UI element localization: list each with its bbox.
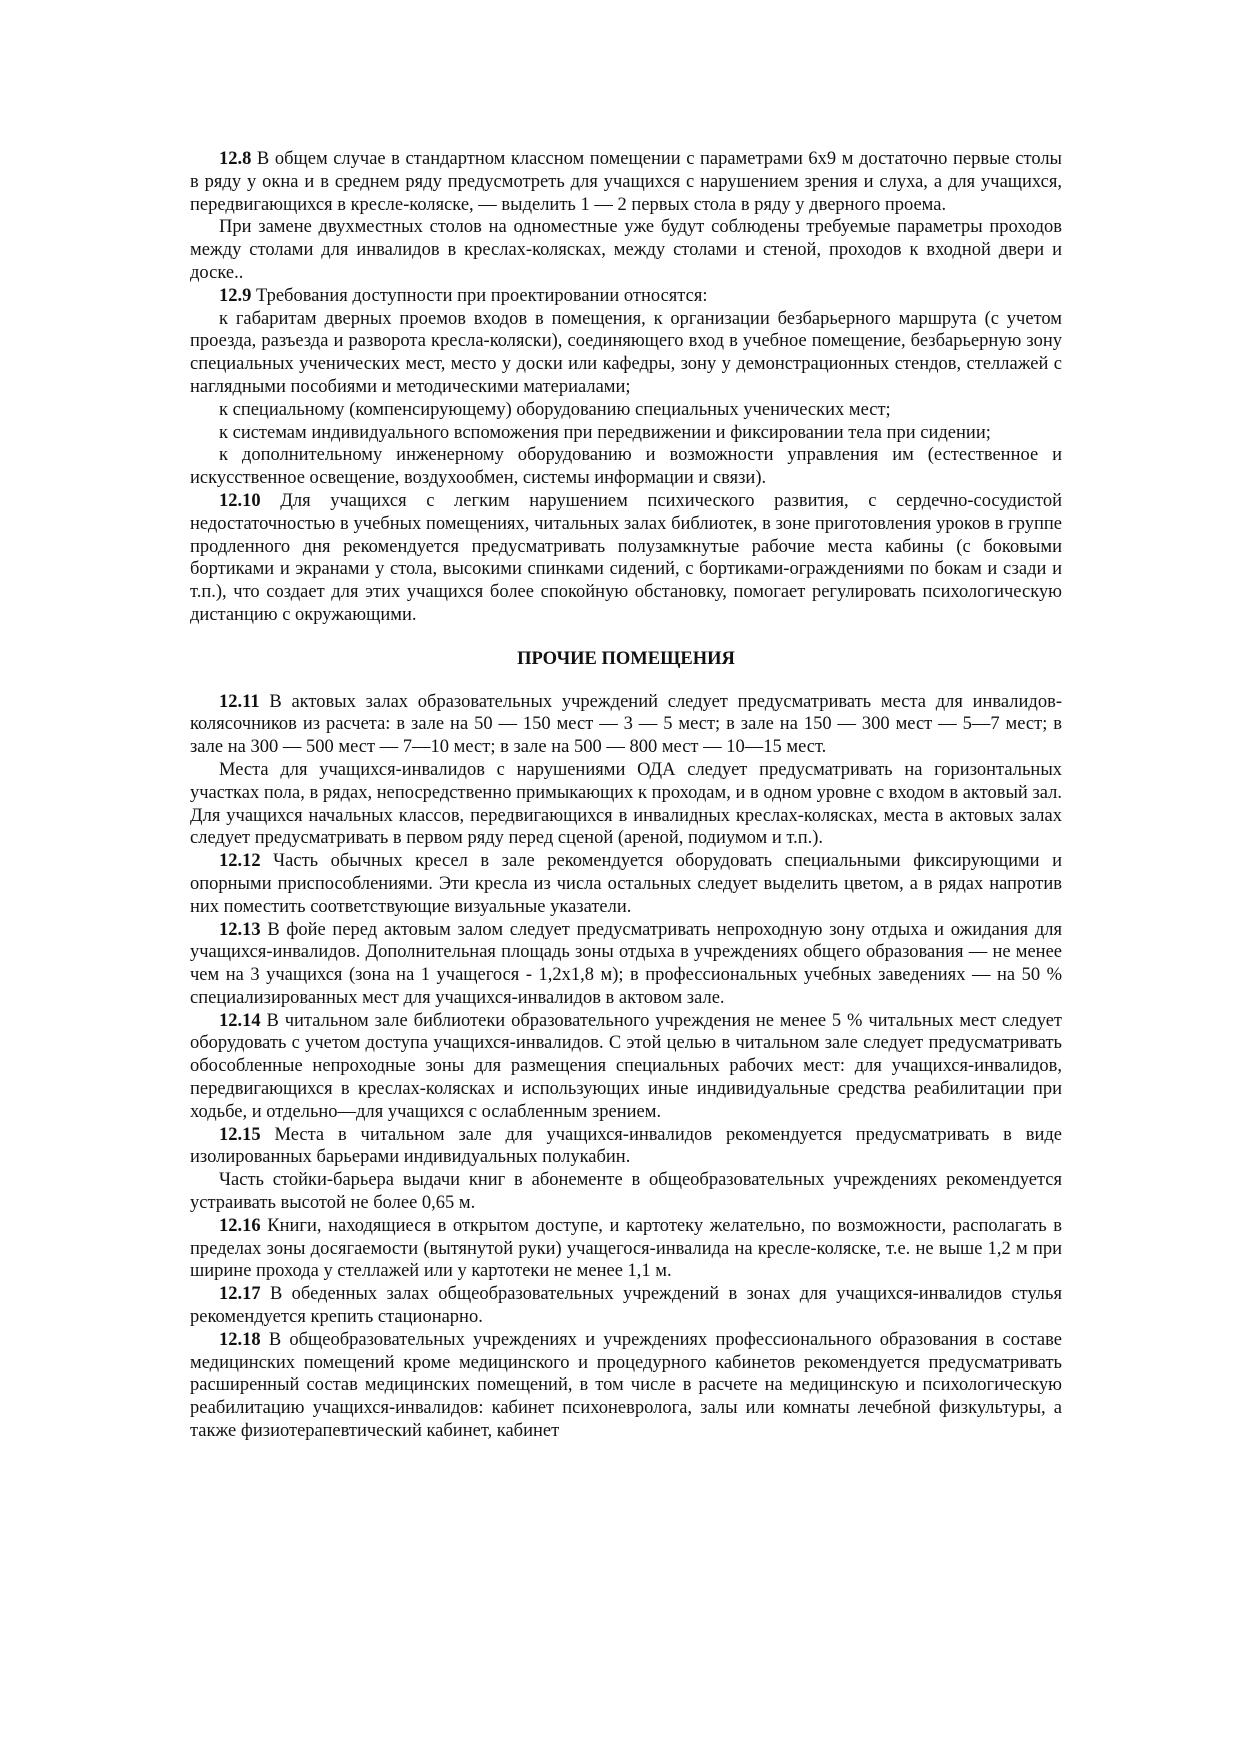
paragraph-12-11	[190, 691, 1062, 759]
paragraph-text: В читальном зале библиотеки образовательного учреждения не менее 5 % читальных мест следует оборудовать с учетом доступа учащихся-инвалидов. С этой целью в читальном зале следует предусматривать обособленные непроходные зоны для размещения специальных рабочих мест: для учащихся-инвалидов, передвигающихся в креслах-колясках и использующих иные индивидуальные средства реабилитации при ходьбе, и отдельно—для учащихся с ослабленным зрением.	[190, 1010, 1062, 1122]
paragraph-text: к габаритам дверных проемов входов в помещения, к организации безбарьерного маршрута (с учетом проезда, разъезда и разворота кресла-коляски), соединяющего вход в учебное помещение, безбарьерную зону специальных ученических мест, место у доски или кафедры, зону у демонстрационных стендов, стеллажей с наглядными пособиями и методическими материалами;	[190, 308, 1062, 397]
paragraph-text: к системам индивидуального вспоможения при передвижении и фиксировании тела при сидении;	[219, 422, 991, 443]
paragraph-12-10	[190, 490, 1062, 627]
paragraph-text: Часть обычных кресел в зале рекомендуется оборудовать специальными фиксирующими и опорными приспособлениями. Эти кресла из числа остальных следует выделить цветом, а в рядах напротив них поместить соответствующие визуальные указатели.	[190, 851, 1062, 917]
paragraph-12-12	[190, 850, 1062, 918]
clause-number: 12.10	[219, 490, 261, 511]
section-heading: ПРОЧИЕ ПОМЕЩЕНИЯ	[517, 648, 735, 669]
paragraph-12-14	[190, 1010, 1062, 1124]
paragraph-text: Места в читальном зале для учащихся-инвалидов рекомендуется предусматривать в виде изолированных барьерами индивидуальных полукабин.	[190, 1124, 1062, 1168]
paragraph-text: Книги, находящиеся в открытом доступе, и картотеку желательно, по возможности, располагать в пределах зоны досягаемости (вытянутой руки) учащегося-инвалида на кресле-коляске, т.е. не выше 1,2 м при ширине прохода у стеллажей или у картотеки не менее 1,1 м.	[190, 1215, 1062, 1282]
list-item-doorways	[190, 308, 1062, 399]
clause-number: 12.15	[219, 1124, 261, 1145]
paragraph-text: В обеденных залах общеобразовательных учреждений в зонах для учащихся-инвалидов стулья рекомендуется крепить стационарно.	[190, 1284, 1062, 1328]
document-page	[190, 148, 1062, 1443]
paragraph-text: В общем случае в стандартном классном помещении с параметрами 6x9 м достаточно первые столы в ряду у окна и в среднем ряду предусмотреть для учащихся с нарушением зрения и слуха, а для учащихся, передвигающихся в кресле-коляске, — выделить 1 — 2 первых стола в ряду у дверного проема.	[190, 149, 1062, 215]
paragraph-text: к дополнительному инженерному оборудованию и возможности управления им (естественное и искусственное освещение, воздухообмен, системы информации и связи).	[190, 445, 1062, 489]
clause-number: 12.18	[219, 1329, 261, 1350]
paragraph-counter-height	[190, 1169, 1062, 1215]
clause-number: 12.14	[219, 1010, 261, 1031]
paragraph-text: В общеобразовательных учреждениях и учреждениях профессионального образования в составе медицинских помещений кроме медицинского и процедурного кабинетов рекомендуется предусматривать расширенный состав медицинских помещений, в том числе в расчете на медицинскую и психологическую реабилитацию учащихся-инвалидов: кабинет психоневролога, залы или комнаты лечебной физкультуры, а также физиотерапевтический кабинет, кабинет	[190, 1329, 1062, 1442]
section-classrooms	[190, 148, 1062, 627]
paragraph-text: Часть стойки-барьера выдачи книг в абонементе в общеобразовательных учреждениях рекомендуется устраивать высотой не более 0,65 м.	[190, 1170, 1062, 1214]
clause-number: 12.16	[219, 1215, 261, 1236]
paragraph-text: Места для учащихся-инвалидов с нарушениями ОДА следует предусматривать на горизонтальных участках пола, в рядах, непосредственно примыкающих к проходам, и в одном уровне с входом в актовый зал. Для учащихся начальных классов, передвигающихся в инвалидных креслах-колясках, места в актовых залах следует предусматривать в первом ряду перед сценой (ареной, подиумом и т.п.).	[190, 759, 1062, 849]
paragraph-oda-seats	[190, 759, 1062, 850]
section-other-rooms	[190, 691, 1062, 1443]
clause-number: 12.12	[219, 851, 261, 872]
clause-number: 12.11	[219, 691, 260, 712]
paragraph-double-desks	[190, 216, 1062, 284]
clause-number: 12.9	[219, 285, 252, 306]
clause-number: 12.17	[219, 1284, 261, 1305]
paragraph-12-17	[190, 1283, 1062, 1329]
paragraph-text: Для учащихся с легким нарушением психического развития, с сердечно-сосудистой недостаточностью в учебных помещениях, читальных залах библиотек, в зоне приготовления уроков в группе продленного дня рекомендуется предусматривать полузамкнутые рабочие места кабины (с боковыми бортиками и экранами у стола, высокими спинками сидений, с бортиками-ограждениями по бокам и сзади и т.п.), что создает для этих учащихся более спокойную обстановку, помогает регулировать психологическую дистанцию с окружающими.	[190, 490, 1062, 625]
paragraph-12-9	[190, 285, 1062, 308]
paragraph-12-18	[190, 1329, 1062, 1443]
paragraph-12-16	[190, 1215, 1062, 1283]
paragraph-text: к специальному (компенсирующему) оборудованию специальных ученических мест;	[219, 399, 891, 420]
clause-number: 12.13	[219, 919, 261, 940]
paragraph-12-13	[190, 919, 1062, 1010]
paragraph-12-8	[190, 148, 1062, 216]
paragraph-12-15	[190, 1124, 1062, 1170]
paragraph-text: При замене двухместных столов на одноместные уже будут соблюдены требуемые параметры проходов между столами для инвалидов в креслах-колясках, между столами и стеной, проходов к входной двери и доске..	[190, 217, 1062, 283]
paragraph-text: В актовых залах образовательных учреждений следует предусматривать места для инвалидов-колясочников из расчета: в зале на 50 — 150 мест — 3 — 5 мест; в зале на 150 — 300 мест — 5—7 мест; в зале на 300 — 500 мест — 7—10 мест; в зале на 500 — 800 мест — 10—15 мест.	[190, 691, 1062, 758]
paragraph-text: Требования доступности при проектировании относятся:	[251, 285, 708, 306]
list-item-engineering	[190, 444, 1062, 490]
list-item-support-systems	[190, 422, 1062, 445]
clause-number: 12.8	[219, 149, 252, 169]
paragraph-text: В фойе перед актовым залом следует предусматривать непроходную зону отдыха и ожидания для учащихся-инвалидов. Дополнительная площадь зоны отдыха в учреждениях общего образования — не менее чем на 3 учащихся (зона на 1 учащегося - 1,2х1,8 м); в профессиональных учебных заведениях — на 50 % специализированных мест для учащихся-инвалидов в актовом зале.	[190, 919, 1062, 1008]
list-item-special-equipment	[190, 399, 1062, 422]
